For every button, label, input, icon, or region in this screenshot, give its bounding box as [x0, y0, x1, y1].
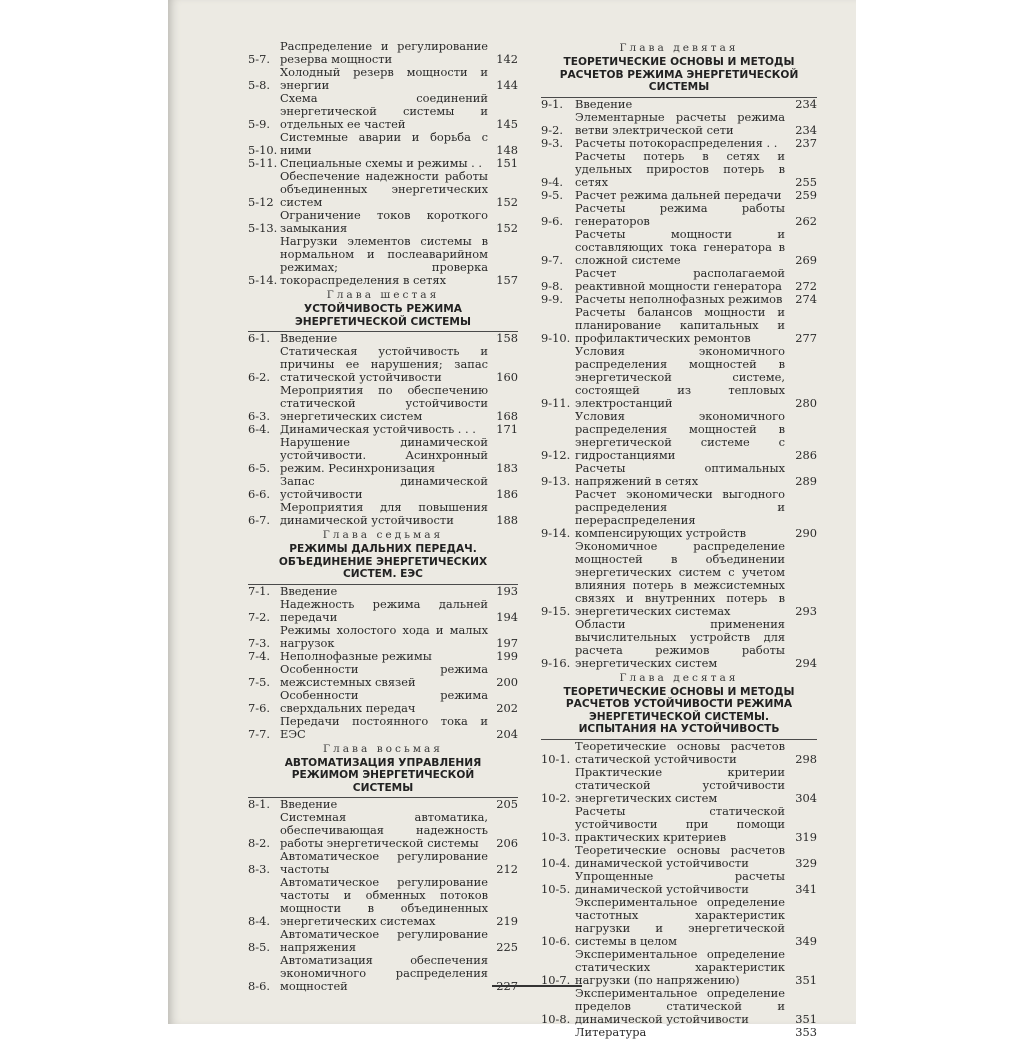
page-number: 212 [496, 862, 518, 876]
section-title: Расчеты мощности и составляющих тока генератора в сложной системе [575, 226, 785, 267]
section-title: Условия экономичного распределения мощностей в энергетической системе с гидростанциями [575, 408, 785, 462]
page-number: 168 [496, 409, 518, 423]
page-number: 186 [496, 487, 518, 501]
section-number: 9-11. [541, 395, 571, 410]
section-title: Системные аварии и борьба с ними [280, 130, 488, 157]
section-title: Нагрузки элементов системы в нормальном и послеаварийном режимах; проверка токораспределения в сетях [280, 234, 488, 287]
page-number: 151 [496, 156, 518, 170]
page-number: 205 [496, 797, 518, 811]
toc-entry [248, 209, 518, 235]
section-number: 9-9. [541, 291, 563, 306]
section-number: 5-14. [248, 273, 278, 287]
section-number: 5-11. [248, 156, 278, 170]
section-title: Режимы холостого хода и малых нагрузок [280, 622, 488, 650]
section-number: 7-3. [248, 635, 270, 650]
section-number: 10-4. [541, 855, 571, 870]
section-title: Условия экономичного распределения мощностей в энергетической системе, состоящей из тепловых электростанций [575, 343, 785, 410]
section-number: 9-7. [541, 252, 563, 267]
page-number: 319 [795, 829, 817, 844]
section-title: Экспериментальное определение частотных характеристик нагрузки и энергетической системы в целом [575, 894, 785, 948]
section-title: Теоретические основы расчетов статической устойчивости [575, 738, 785, 766]
section-number: 7-4. [248, 648, 270, 663]
section-number: 10-3. [541, 829, 571, 844]
page-number: 157 [496, 273, 518, 287]
page-number: 351 [795, 972, 817, 987]
page-number: 341 [795, 881, 817, 896]
toc-entry [541, 137, 817, 150]
page-number: 259 [795, 187, 817, 202]
section-number: 8-5. [248, 940, 270, 954]
toc-entry [248, 663, 518, 689]
page-number: 277 [795, 330, 817, 345]
page-number: 193 [496, 583, 518, 598]
section-title: Передачи постоянного тока и ЕЭС [280, 713, 488, 741]
section-number: 7-6. [248, 700, 270, 715]
section-title: Экспериментальное определение статических характеристик нагрузки (по напряжению) [575, 946, 785, 987]
section-title: Системная автоматика, обеспечивающая надежность работы энергетической системы [280, 810, 488, 850]
page-number: 225 [496, 940, 518, 954]
toc-entry [248, 170, 518, 209]
page-number: 199 [496, 648, 518, 663]
chapter-label: Глава шестая [326, 289, 440, 301]
section-number: 6-5. [248, 461, 270, 475]
section-title: Специальные схемы и режимы . . [280, 156, 483, 170]
page-number: 304 [795, 790, 817, 805]
section-title: Мероприятия для повышения динамической устойчивости [280, 500, 488, 527]
section-number: 7-2. [248, 609, 270, 624]
section-title: Автоматическое регулирование частоты [280, 849, 488, 876]
toc-entry [541, 948, 817, 987]
chapter-label: Глава десятая [619, 671, 739, 684]
section-number: 9-13. [541, 473, 571, 488]
toc-entry [248, 876, 518, 928]
page-number: 206 [496, 836, 518, 850]
toc-entry [541, 189, 817, 202]
section-number: 9-8. [541, 278, 563, 293]
page-number: 200 [496, 674, 518, 689]
section-number: 10-8. [541, 1011, 571, 1026]
section-title: Автоматическое регулирование частоты и обменных потоков мощности в объединенных энергетических системах [280, 875, 488, 928]
section-title: Расчеты потерь в сетях и удельных приростов потерь в сетях [575, 148, 785, 189]
section-number: 6-3. [248, 409, 270, 423]
toc-entry [248, 235, 518, 287]
section-number: 7-1. [248, 583, 270, 598]
section-title: Введение [280, 797, 338, 811]
page-number: 152 [496, 221, 518, 235]
page-number: 148 [496, 143, 518, 157]
toc-right-column [541, 40, 817, 1039]
toc-entry [541, 844, 817, 870]
chapter-label: Глава восьмая [323, 742, 443, 755]
section-number: 8-4. [248, 914, 270, 928]
section-number: 5-9. [248, 117, 270, 131]
section-title: Упрощенные расчеты динамической устойчивости [575, 868, 785, 896]
toc-entry [248, 585, 518, 598]
page-number: 145 [496, 117, 518, 131]
section-number: 9-15. [541, 603, 571, 618]
toc-entry [541, 870, 817, 896]
section-number: 9-10. [541, 330, 571, 345]
page-number: 293 [795, 603, 817, 618]
section-title: Расчеты потокораспределения . . [575, 135, 778, 150]
section-title: Мероприятия по обеспечению статической устойчивости энергетических систем [280, 383, 488, 423]
toc-entry [248, 501, 518, 527]
page-number: 351 [795, 1011, 817, 1026]
toc-entry [541, 202, 817, 228]
section-number: 9-12. [541, 447, 571, 462]
section-title: Практические критерии статической устойчивости энергетических систем [575, 764, 785, 805]
section-number: 9-16. [541, 655, 571, 670]
section-number: 6-4. [248, 422, 270, 436]
section-number: 8-1. [248, 797, 270, 811]
page-number: 280 [795, 395, 817, 410]
page-number: 237 [795, 135, 817, 150]
section-title: Теоретические основы расчетов динамической устойчивости [575, 842, 785, 870]
page-number: 272 [795, 278, 817, 293]
section-number: 9-2. [541, 122, 563, 137]
section-title: Надежность режима дальней передачи [280, 596, 488, 624]
toc-entry [541, 618, 817, 670]
toc-entry [541, 540, 817, 618]
section-title: Расчет экономически выгодного распределения и перераспределения компенсирующих устройств [575, 486, 785, 540]
page-number: 219 [496, 914, 518, 928]
section-title: Автоматическое регулирование напряжения [280, 927, 488, 954]
section-number: 9-3. [541, 135, 563, 150]
toc-entry [541, 98, 817, 111]
section-number: 8-6. [248, 979, 270, 993]
page-number: 188 [496, 513, 518, 527]
toc-entry [248, 131, 518, 157]
toc-entry [248, 598, 518, 624]
chapter-title: УСТОЙЧИВОСТЬ РЕЖИМА ЭНЕРГЕТИЧЕСКОЙ СИСТЕМЫ [295, 303, 471, 328]
toc-entry [541, 306, 817, 345]
page-number: 197 [496, 635, 518, 650]
toc-entry [248, 811, 518, 850]
toc-entry [541, 462, 817, 488]
toc-entry [248, 624, 518, 650]
section-title: Автоматизация обеспечения экономичного распределения мощностей [280, 953, 488, 993]
page-number: 298 [795, 751, 817, 766]
toc-left-column [248, 40, 518, 993]
section-number: 9-6. [541, 213, 563, 228]
section-title: Холодный резерв мощности и энергии [280, 65, 488, 92]
section-number: 6-1. [248, 331, 270, 345]
page-number: 160 [496, 370, 518, 384]
section-title: Введение [280, 583, 338, 598]
section-number: 5-7. [248, 52, 270, 66]
section-title: Схема соединений энергетической системы и отдельных ее частей [280, 91, 488, 131]
section-title: Области применения вычислительных устройств для расчета режимов работы энергетических систем [575, 616, 785, 670]
page-number: 142 [496, 52, 518, 66]
section-title: Литература [575, 1024, 647, 1039]
toc-entry [248, 689, 518, 715]
page-number: 289 [795, 473, 817, 488]
section-number: 7-5. [248, 674, 270, 689]
chapter-label: Глава седьмая [322, 529, 444, 541]
section-title: Расчеты балансов мощности и планирование капитальных и профилактических ремонтов [575, 304, 785, 345]
bottom-divider [492, 985, 582, 987]
section-number: 5-12 [248, 195, 274, 209]
page-number: 202 [496, 700, 518, 715]
page-number: 158 [496, 331, 518, 345]
page-number: 183 [496, 461, 518, 475]
toc-entry [248, 928, 518, 954]
section-title: Расчеты оптимальных напряжений в сетях [575, 460, 785, 488]
section-title: Особенности режима межсистемных связей [280, 661, 488, 689]
section-number: 6-2. [248, 370, 270, 384]
toc-entry [248, 954, 518, 993]
chapter-title: ТЕОРЕТИЧЕСКИЕ ОСНОВЫ И МЕТОДЫ РАСЧЕТОВ РЕЖИМА ЭНЕРГЕТИЧЕСКОЙ СИСТЕМЫ [559, 56, 799, 93]
section-number: 5-13. [248, 221, 278, 235]
page-number: 227 [496, 979, 518, 993]
section-number: 8-3. [248, 862, 270, 876]
toc-entry [248, 66, 518, 92]
section-title: Расчеты неполнофазных режимов [575, 291, 783, 306]
section-title: Экспериментальное определение пределов статической и динамической устойчивости [575, 985, 785, 1026]
page-number: 171 [496, 422, 518, 436]
toc-entry [248, 650, 518, 663]
toc-entry [541, 228, 817, 267]
section-title: Расчеты режима работы генераторов [575, 200, 785, 228]
toc-entry [248, 92, 518, 131]
page-number: 234 [795, 122, 817, 137]
chapter-title: АВТОМАТИЗАЦИЯ УПРАВЛЕНИЯ РЕЖИМОМ ЭНЕРГЕТИЧЕСКОЙ СИСТЕМЫ [284, 756, 482, 794]
section-number: 9-14. [541, 525, 571, 540]
section-number: 9-1. [541, 96, 563, 111]
chapter-title: ТЕОРЕТИЧЕСКИЕ ОСНОВЫ И МЕТОДЫ РАСЧЕТОВ УСТОЙЧИВОСТИ РЕЖИМА ЭНЕРГЕТИЧЕСКОЙ СИСТЕМЫ. ИСПЫТАНИЯ НА УСТОЙЧИВОСТЬ [563, 685, 795, 735]
section-title: Запас динамической устойчивости [280, 474, 488, 501]
section-number: 10-6. [541, 933, 571, 948]
section-number: 5-8. [248, 78, 270, 92]
page-number: 329 [795, 855, 817, 870]
toc-entry [541, 267, 817, 293]
section-number: 8-2. [248, 836, 270, 850]
section-title: Расчет режима дальней передачи [575, 187, 782, 202]
toc-entry [248, 850, 518, 876]
toc-entry [541, 488, 817, 540]
toc-entry [541, 896, 817, 948]
toc-entry [248, 436, 518, 475]
section-number: 10-5. [541, 881, 571, 896]
page-number: 144 [496, 78, 518, 92]
toc-entry [541, 1026, 817, 1039]
toc-entry [248, 384, 518, 423]
section-title: Введение [575, 96, 633, 111]
section-title: Распределение и регулирование резерва мощности [280, 39, 488, 66]
toc-entry [541, 345, 817, 410]
toc-entry [248, 40, 518, 66]
page-number: 255 [795, 174, 817, 189]
section-number: 10-2. [541, 790, 571, 805]
section-number: 9-4. [541, 174, 563, 189]
section-title: Нарушение динамической устойчивости. Асинхронный режим. Ресинхронизация [280, 435, 488, 475]
section-title: Элементарные расчеты режима ветви электрической сети [575, 109, 785, 137]
page-number: 204 [496, 726, 518, 741]
toc-entry [248, 475, 518, 501]
toc-entry [541, 111, 817, 137]
section-title: Ограничение токов короткого замыкания [280, 208, 488, 235]
section-title: Неполнофазные режимы [280, 648, 432, 663]
section-number: 6-7. [248, 513, 270, 527]
section-number: 5-10. [248, 143, 278, 157]
section-title: Обеспечение надежности работы объединенных энергетических систем [280, 169, 488, 209]
chapter-title: РЕЖИМЫ ДАЛЬНИХ ПЕРЕДАЧ. ОБЪЕДИНЕНИЕ ЭНЕРГЕТИЧЕСКИХ СИСТЕМ. ЕЭС [278, 543, 488, 580]
section-number: 6-6. [248, 487, 270, 501]
page-number: 194 [496, 609, 518, 624]
section-number: 9-5. [541, 187, 563, 202]
page-number: 274 [795, 291, 817, 306]
toc-entry [541, 410, 817, 462]
section-title: Экономичное распределение мощностей в объединении энергетических систем с учетом влияния потерь в межсистемных связях и внутренних потерь в энергетических системах [575, 538, 785, 618]
toc-entry [248, 715, 518, 741]
toc-entry [541, 293, 817, 306]
section-title: Динамическая устойчивость . . . [280, 422, 476, 436]
toc-entry [541, 805, 817, 844]
page-number: 290 [795, 525, 817, 540]
toc-entry [541, 150, 817, 189]
page-number: 353 [795, 1024, 817, 1039]
section-title: Статическая устойчивость и причины ее нарушения; запас статической устойчивости [280, 344, 488, 384]
page-number: 152 [496, 195, 518, 209]
section-title: Особенности режима сверхдальних передач [280, 687, 488, 715]
page-number: 269 [795, 252, 817, 267]
chapter-label: Глава девятая [619, 42, 739, 54]
page-number: 349 [795, 933, 817, 948]
toc-entry [248, 345, 518, 384]
toc-entry [541, 987, 817, 1026]
section-number: 10-7. [541, 972, 571, 987]
page-number: 262 [795, 213, 817, 228]
toc-entry [541, 766, 817, 805]
toc-entry [541, 740, 817, 766]
section-number: 7-7. [248, 726, 270, 741]
section-number: 10-1. [541, 751, 571, 766]
page-number: 234 [795, 96, 817, 111]
section-title: Введение [280, 331, 338, 345]
section-title: Расчеты статической устойчивости при помощи практических критериев [575, 803, 785, 844]
page-number: 286 [795, 447, 817, 462]
section-title: Расчет располагаемой реактивной мощности генератора [575, 265, 785, 293]
page-number: 294 [795, 655, 817, 670]
